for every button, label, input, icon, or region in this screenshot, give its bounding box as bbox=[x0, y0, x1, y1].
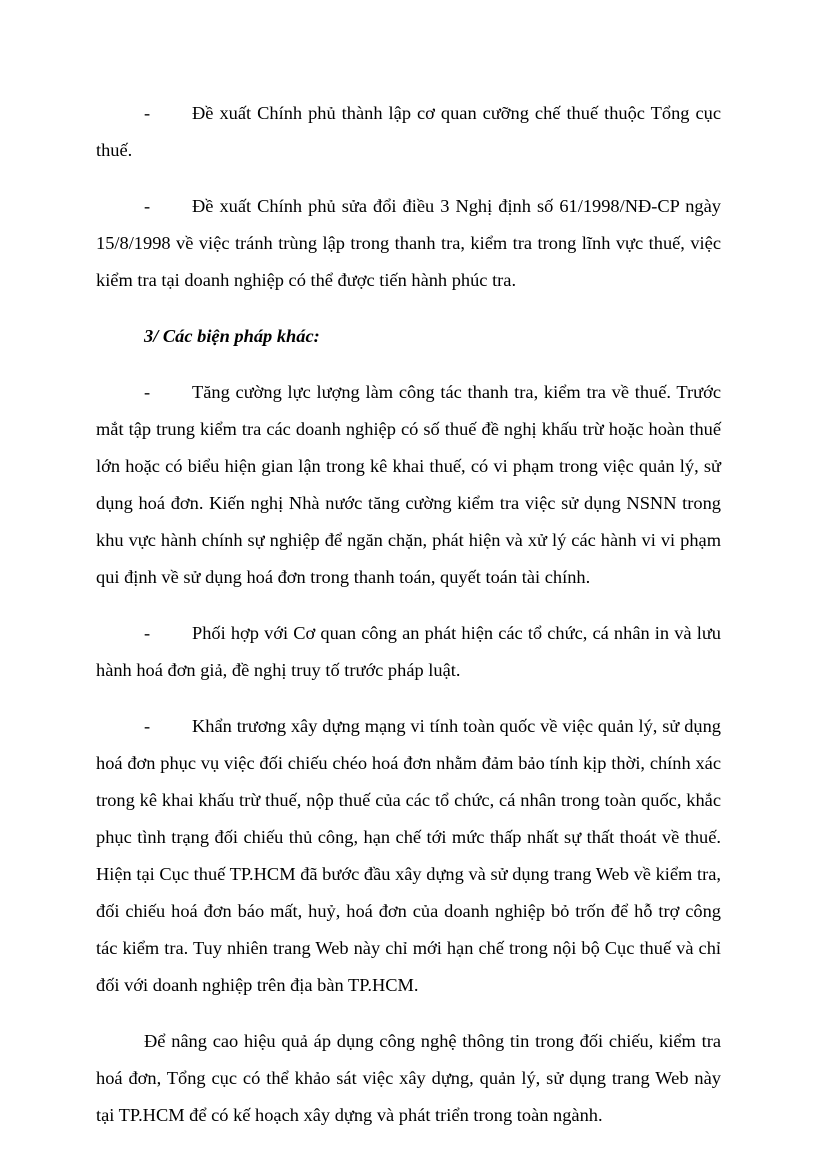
bullet-paragraph-text: Đề xuất Chính phủ thành lập cơ quan cưỡng chế thuế thuộc Tổng cục thuế. bbox=[96, 103, 721, 160]
closing-paragraph: Để nâng cao hiệu quả áp dụng công nghệ thông tin trong đối chiếu, kiểm tra hoá đơn, Tổng cục có thể khảo sát việc xây dựng, quản lý, sử dụng trang Web này tại TP.HCM để có kế hoạch xây dựng và phát triển trong toàn ngành. bbox=[96, 1031, 721, 1125]
bullet-dash: - bbox=[144, 623, 151, 643]
bullet-paragraph-text: Khẩn trương xây dựng mạng vi tính toàn quốc về việc quản lý, sử dụng hoá đơn phục vụ việc đối chiếu chéo hoá đơn nhằm đảm bảo tính kịp thời, chính xác trong kê khai khấu trừ thuế, nộp thuế của các tổ chức, cá nhân trong toàn quốc, khắc phục tình trạng đối chiếu thủ công, hạn chế tới mức thấp nhất sự thất thoát về thuế. Hiện tại Cục thuế TP.HCM đã bước đầu xây dựng và sử dụng trang Web về kiểm tra, đối chiếu hoá đơn báo mất, huỷ, hoá đơn của doanh nghiệp bỏ trốn để hỗ trợ công tác kiểm tra. Tuy nhiên trang Web này chỉ mới hạn chế trong nội bộ Cục thuế và chỉ đối với doanh nghiệp trên địa bàn TP.HCM. bbox=[96, 716, 721, 995]
bullet-paragraph-text: Tăng cường lực lượng làm công tác thanh tra, kiểm tra về thuế. Trước mắt tập trung kiểm tra các doanh nghiệp có số thuế đề nghị khấu trừ hoặc hoàn thuế lớn hoặc có biểu hiện gian lận trong kê khai thuế, có vi phạm trong việc quản lý, sử dụng hoá đơn. Kiến nghị Nhà nước tăng cường kiểm tra việc sử dụng NSNN trong khu vực hành chính sự nghiệp để ngăn chặn, phát hiện và xử lý các hành vi vi phạm qui định về sử dụng hoá đơn trong thanh toán, quyết toán tài chính. bbox=[96, 382, 721, 587]
bullet-dash: - bbox=[144, 103, 151, 123]
document-page bbox=[96, 95, 721, 1153]
section-heading: 3/ Các biện pháp khác: bbox=[144, 326, 320, 346]
bullet-paragraph-decree-amendment bbox=[96, 188, 721, 299]
bullet-paragraph-computer-network bbox=[96, 708, 721, 1004]
bullet-dash: - bbox=[144, 382, 151, 402]
bullet-paragraph-text: Đề xuất Chính phủ sửa đổi điều 3 Nghị định số 61/1998/NĐ-CP ngày 15/8/1998 về việc tránh trùng lập trong thanh tra, kiểm tra trong lĩnh vực thuế, việc kiểm tra tại doanh nghiệp có thể được tiến hành phúc tra. bbox=[96, 196, 721, 290]
bullet-paragraph-text: Phối hợp với Cơ quan công an phát hiện các tổ chức, cá nhân in và lưu hành hoá đơn giả, đề nghị truy tố trước pháp luật. bbox=[96, 623, 721, 680]
bullet-dash: - bbox=[144, 716, 151, 736]
bullet-paragraph-enforcement-agency bbox=[96, 95, 721, 169]
bullet-paragraph-strengthen-inspection bbox=[96, 374, 721, 596]
bullet-dash: - bbox=[144, 196, 151, 216]
bullet-paragraph-police-coordination bbox=[96, 615, 721, 689]
